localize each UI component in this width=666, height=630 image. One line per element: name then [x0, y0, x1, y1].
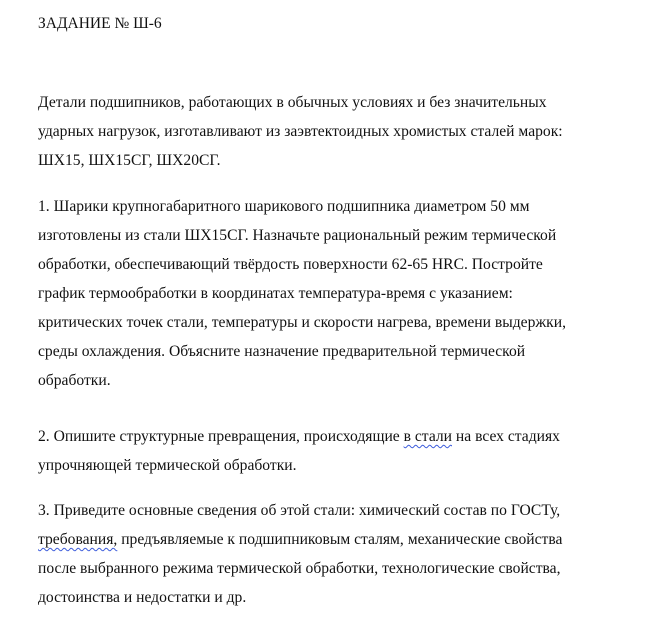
- task-1-line-6: среды охлаждения. Объясните назначение предварительной термической: [38, 343, 526, 360]
- intro-line-2: ударных нагрузок, изготавливают из заэвтектоидных хромистых сталей марок:: [38, 123, 563, 140]
- intro-paragraph: [38, 88, 660, 175]
- task-1-line-3: обработки, обеспечивающий твёрдость поверхности 62-65 HRC. Постройте: [38, 256, 543, 273]
- spellcheck-flagged-word[interactable]: требования,: [38, 531, 118, 548]
- task-2-text-after: на всех стадиях: [452, 428, 560, 445]
- task-1-line-1: 1. Шарики крупногабаритного шарикового подшипника диаметром 50 мм: [38, 198, 530, 215]
- task-2-line-1: [38, 422, 660, 451]
- intro-line-1: Детали подшипников, работающих в обычных условиях и без значительных: [38, 94, 547, 111]
- task-3-paragraph: [38, 496, 660, 612]
- task-1-line-2: изготовлены из стали ШХ15СГ. Назначьте рациональный режим термической: [38, 227, 557, 244]
- intro-line-3: ШХ15, ШХ15СГ, ШХ20СГ.: [38, 152, 221, 169]
- task-2-paragraph: [38, 422, 660, 480]
- task-1-paragraph: [38, 192, 660, 395]
- task-3-line-2: [38, 525, 660, 554]
- task-2-line-2: упрочняющей термической обработки.: [38, 457, 297, 474]
- task-1-line-5: критических точек стали, температуры и скорости нагрева, времени выдержки,: [38, 314, 566, 331]
- task-3-line-2-rest: предъявляемые к подшипниковым сталям, механические свойства: [117, 531, 563, 548]
- task-3-line-1: 3. Приведите основные сведения об этой стали: химический состав по ГОСТу,: [38, 502, 561, 519]
- task-1-line-7: обработки.: [38, 372, 111, 389]
- task-1-line-4: график термообработки в координатах температура-время с указанием:: [38, 285, 513, 302]
- spellcheck-flagged-phrase[interactable]: в стали: [403, 428, 452, 445]
- task-3-line-4: достоинства и недостатки и др.: [38, 589, 247, 606]
- task-3-line-3: после выбранного режима термической обработки, технологические свойства,: [38, 560, 561, 577]
- document-title: ЗАДАНИЕ № Ш-6: [38, 15, 162, 32]
- task-2-text-before: 2. Опишите структурные превращения, происходящие: [38, 428, 404, 445]
